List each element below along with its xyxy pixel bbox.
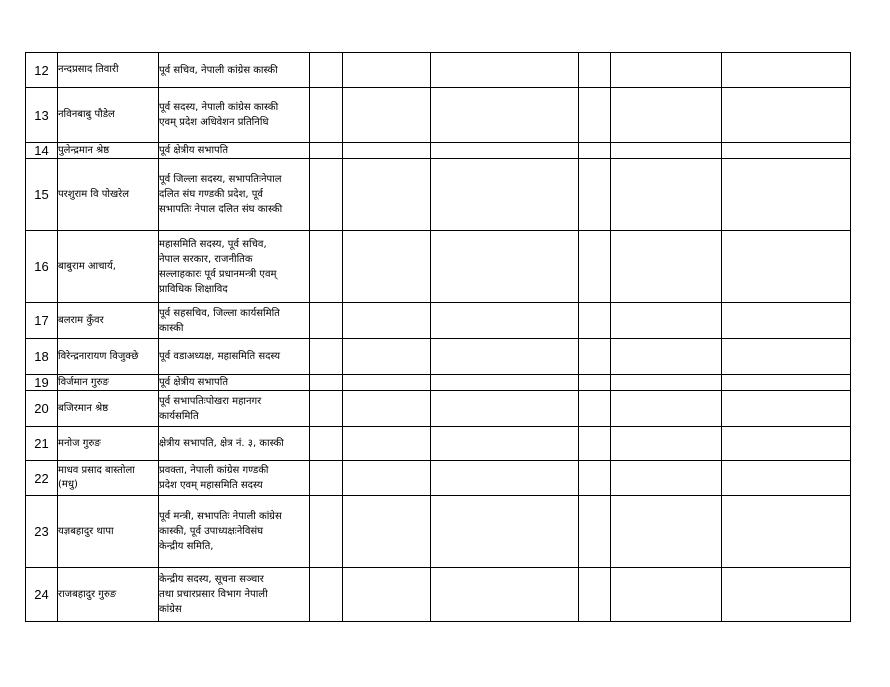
- empty-cell: [343, 496, 431, 568]
- table-row: [26, 231, 851, 303]
- member-role: [159, 143, 310, 159]
- empty-cell: [579, 88, 611, 143]
- table-row: [26, 496, 851, 568]
- empty-cell: [722, 231, 851, 303]
- member-role: [159, 461, 310, 496]
- serial-number: 12: [26, 53, 58, 88]
- serial-number: 17: [26, 303, 58, 339]
- empty-cell: [310, 568, 343, 622]
- empty-cell: [343, 231, 431, 303]
- member-role-line: एवम् प्रदेश अधिवेशन प्रतिनिधि: [159, 117, 269, 128]
- member-role-line: प्रवक्ता, नेपाली कांग्रेस गण्डकी: [159, 465, 269, 476]
- member-role-line: प्रदेश एवम् महासमिति सदस्य: [159, 480, 263, 491]
- empty-cell: [611, 496, 722, 568]
- member-role-line: सल्लाहकारः पूर्व प्रधानमन्त्री एवम्: [159, 268, 277, 280]
- empty-cell: [310, 339, 343, 375]
- member-name-line: नन्दप्रसाद तिवारी: [58, 64, 119, 75]
- table-row: [26, 461, 851, 496]
- member-role-line: कास्की, पूर्व उपाध्यक्षःनेविसंघ: [159, 526, 264, 537]
- member-role-line: पूर्व क्षेत्रीय सभापति: [159, 145, 229, 156]
- empty-cell: [722, 88, 851, 143]
- member-role-line: क्षेत्रीय सभापति, क्षेत्र नं. ३, कास्की: [159, 438, 284, 449]
- serial-number: 16: [26, 231, 58, 303]
- empty-cell: [343, 88, 431, 143]
- empty-cell: [611, 568, 722, 622]
- member-role-line: दलित संघ गण्डकी प्रदेश, पूर्व: [159, 189, 263, 200]
- empty-cell: [431, 303, 579, 339]
- empty-cell: [431, 461, 579, 496]
- member-name: [58, 568, 159, 622]
- empty-cell: [310, 427, 343, 461]
- empty-cell: [310, 53, 343, 88]
- empty-cell: [343, 375, 431, 391]
- table-row: [26, 339, 851, 375]
- empty-cell: [722, 375, 851, 391]
- empty-cell: [611, 53, 722, 88]
- table-row: [26, 391, 851, 427]
- empty-cell: [579, 339, 611, 375]
- empty-cell: [579, 159, 611, 231]
- empty-cell: [343, 339, 431, 375]
- empty-cell: [722, 461, 851, 496]
- empty-cell: [611, 231, 722, 303]
- empty-cell: [343, 427, 431, 461]
- member-name-line: परशुराम वि पोखरेल: [58, 188, 130, 200]
- empty-cell: [722, 568, 851, 622]
- member-role: [159, 496, 310, 568]
- table-row: [26, 159, 851, 231]
- empty-cell: [611, 303, 722, 339]
- empty-cell: [579, 53, 611, 88]
- serial-number: 14: [26, 143, 58, 159]
- member-role-line: सभापतिः नेपाल दलित संघ कास्की: [159, 204, 283, 215]
- empty-cell: [343, 391, 431, 427]
- empty-cell: [343, 568, 431, 622]
- empty-cell: [310, 143, 343, 159]
- serial-number: 22: [26, 461, 58, 496]
- empty-cell: [579, 375, 611, 391]
- empty-cell: [431, 53, 579, 88]
- empty-cell: [310, 461, 343, 496]
- table-row: [26, 143, 851, 159]
- member-name-line: मनोज गुरुङ: [58, 437, 101, 449]
- member-name: [58, 461, 159, 496]
- serial-number: 18: [26, 339, 58, 375]
- member-name-line: विरेन्द्रनारायण विजुक्छे: [58, 350, 139, 362]
- member-role: [159, 375, 310, 391]
- member-name: [58, 143, 159, 159]
- empty-cell: [722, 143, 851, 159]
- empty-cell: [343, 143, 431, 159]
- member-role-line: कार्यसमिति: [159, 410, 199, 422]
- empty-cell: [310, 496, 343, 568]
- empty-cell: [343, 461, 431, 496]
- member-role-line: पूर्व मन्त्री, सभापतिः नेपाली कांग्रेस: [159, 511, 282, 522]
- member-name-line: राजबहादुर गुरुङ: [58, 588, 117, 600]
- empty-cell: [431, 427, 579, 461]
- empty-cell: [579, 568, 611, 622]
- member-name: [58, 231, 159, 303]
- member-role: [159, 303, 310, 339]
- table-row: [26, 53, 851, 88]
- member-role-line: केन्द्रीय समिति,: [159, 541, 214, 552]
- empty-cell: [310, 231, 343, 303]
- empty-cell: [431, 496, 579, 568]
- empty-cell: [611, 391, 722, 427]
- empty-cell: [431, 339, 579, 375]
- member-role: [159, 568, 310, 622]
- empty-cell: [343, 159, 431, 231]
- member-name: [58, 427, 159, 461]
- member-name-line: बलराम कुँवर: [58, 314, 104, 326]
- empty-cell: [310, 303, 343, 339]
- member-name: [58, 496, 159, 568]
- serial-number: 15: [26, 159, 58, 231]
- member-role-line: प्राविधिक शिक्षाविद: [159, 283, 228, 295]
- member-name-line: माधव प्रसाद बास्तोला: [58, 465, 135, 476]
- empty-cell: [431, 375, 579, 391]
- empty-cell: [579, 496, 611, 568]
- member-role: [159, 88, 310, 143]
- empty-cell: [611, 461, 722, 496]
- member-role-line: पूर्व जिल्ला सदस्य, सभापतिःनेपाल: [159, 174, 282, 185]
- member-name-line: बाबुराम आचार्य,: [58, 260, 116, 272]
- member-table: [25, 52, 851, 622]
- member-name: [58, 53, 159, 88]
- empty-cell: [431, 391, 579, 427]
- empty-cell: [611, 143, 722, 159]
- member-role-line: महासमिति सदस्य, पूर्व सचिव,: [159, 238, 267, 250]
- table-row: [26, 568, 851, 622]
- member-role-line: कांग्रेस: [159, 604, 182, 615]
- member-role-line: पूर्व सभापतिःपोखरा महानगर: [159, 395, 262, 407]
- empty-cell: [722, 496, 851, 568]
- member-name: [58, 391, 159, 427]
- empty-cell: [431, 88, 579, 143]
- member-role: [159, 339, 310, 375]
- member-role: [159, 159, 310, 231]
- empty-cell: [722, 159, 851, 231]
- member-role-line: कास्की: [159, 322, 184, 334]
- member-role-line: पूर्व सचिव, नेपाली कांग्रेस कास्की: [159, 64, 278, 76]
- empty-cell: [310, 88, 343, 143]
- empty-cell: [611, 375, 722, 391]
- table-row: [26, 375, 851, 391]
- empty-cell: [579, 461, 611, 496]
- member-role-line: पूर्व सहसचिव, जिल्ला कार्यसमिति: [159, 307, 280, 319]
- serial-number: 13: [26, 88, 58, 143]
- table-body: [26, 53, 851, 622]
- table-row: [26, 303, 851, 339]
- member-role: [159, 427, 310, 461]
- empty-cell: [431, 143, 579, 159]
- serial-number: 20: [26, 391, 58, 427]
- table-row: [26, 427, 851, 461]
- member-name-line: यज्ञबहादुर थापा: [58, 525, 114, 537]
- member-role-line: पूर्व क्षेत्रीय सभापति: [159, 377, 229, 388]
- empty-cell: [579, 303, 611, 339]
- serial-number: 19: [26, 375, 58, 391]
- member-name-line: बजिरमान श्रेष्ठ: [58, 402, 109, 414]
- empty-cell: [310, 391, 343, 427]
- serial-number: 24: [26, 568, 58, 622]
- empty-cell: [343, 53, 431, 88]
- empty-cell: [310, 159, 343, 231]
- empty-cell: [431, 568, 579, 622]
- empty-cell: [722, 53, 851, 88]
- member-name: [58, 88, 159, 143]
- member-name-line: पुलेन्द्रमान श्रेष्ठ: [58, 144, 110, 156]
- member-name: [58, 303, 159, 339]
- member-role: [159, 53, 310, 88]
- member-role-line: केन्द्रीय सदस्य, सूचना सञ्चार: [159, 574, 264, 585]
- empty-cell: [611, 427, 722, 461]
- table-row: [26, 88, 851, 143]
- serial-number: 21: [26, 427, 58, 461]
- member-name-line: नविनबाबु पौडेल: [58, 109, 115, 120]
- member-role-line: नेपाल सरकार, राजनीतिक: [159, 253, 253, 265]
- member-name-line: विर्जमान गुरुङ: [58, 376, 109, 388]
- empty-cell: [579, 391, 611, 427]
- member-name-line: (मधु): [58, 479, 78, 490]
- member-role-line: पूर्व सदस्य, नेपाली कांग्रेस कास्की: [159, 102, 279, 113]
- empty-cell: [722, 339, 851, 375]
- empty-cell: [579, 143, 611, 159]
- empty-cell: [579, 427, 611, 461]
- empty-cell: [431, 159, 579, 231]
- empty-cell: [611, 159, 722, 231]
- member-role: [159, 231, 310, 303]
- empty-cell: [431, 231, 579, 303]
- empty-cell: [611, 88, 722, 143]
- member-role: [159, 391, 310, 427]
- member-name: [58, 159, 159, 231]
- member-name: [58, 375, 159, 391]
- member-role-line: पूर्व वडाअध्यक्ष, महासमिति सदस्य: [159, 351, 281, 362]
- empty-cell: [310, 375, 343, 391]
- empty-cell: [611, 339, 722, 375]
- empty-cell: [722, 427, 851, 461]
- member-role-line: तथा प्रचारप्रसार विभाग नेपाली: [159, 589, 268, 600]
- serial-number: 23: [26, 496, 58, 568]
- empty-cell: [722, 303, 851, 339]
- empty-cell: [343, 303, 431, 339]
- member-name: [58, 339, 159, 375]
- empty-cell: [722, 391, 851, 427]
- empty-cell: [579, 231, 611, 303]
